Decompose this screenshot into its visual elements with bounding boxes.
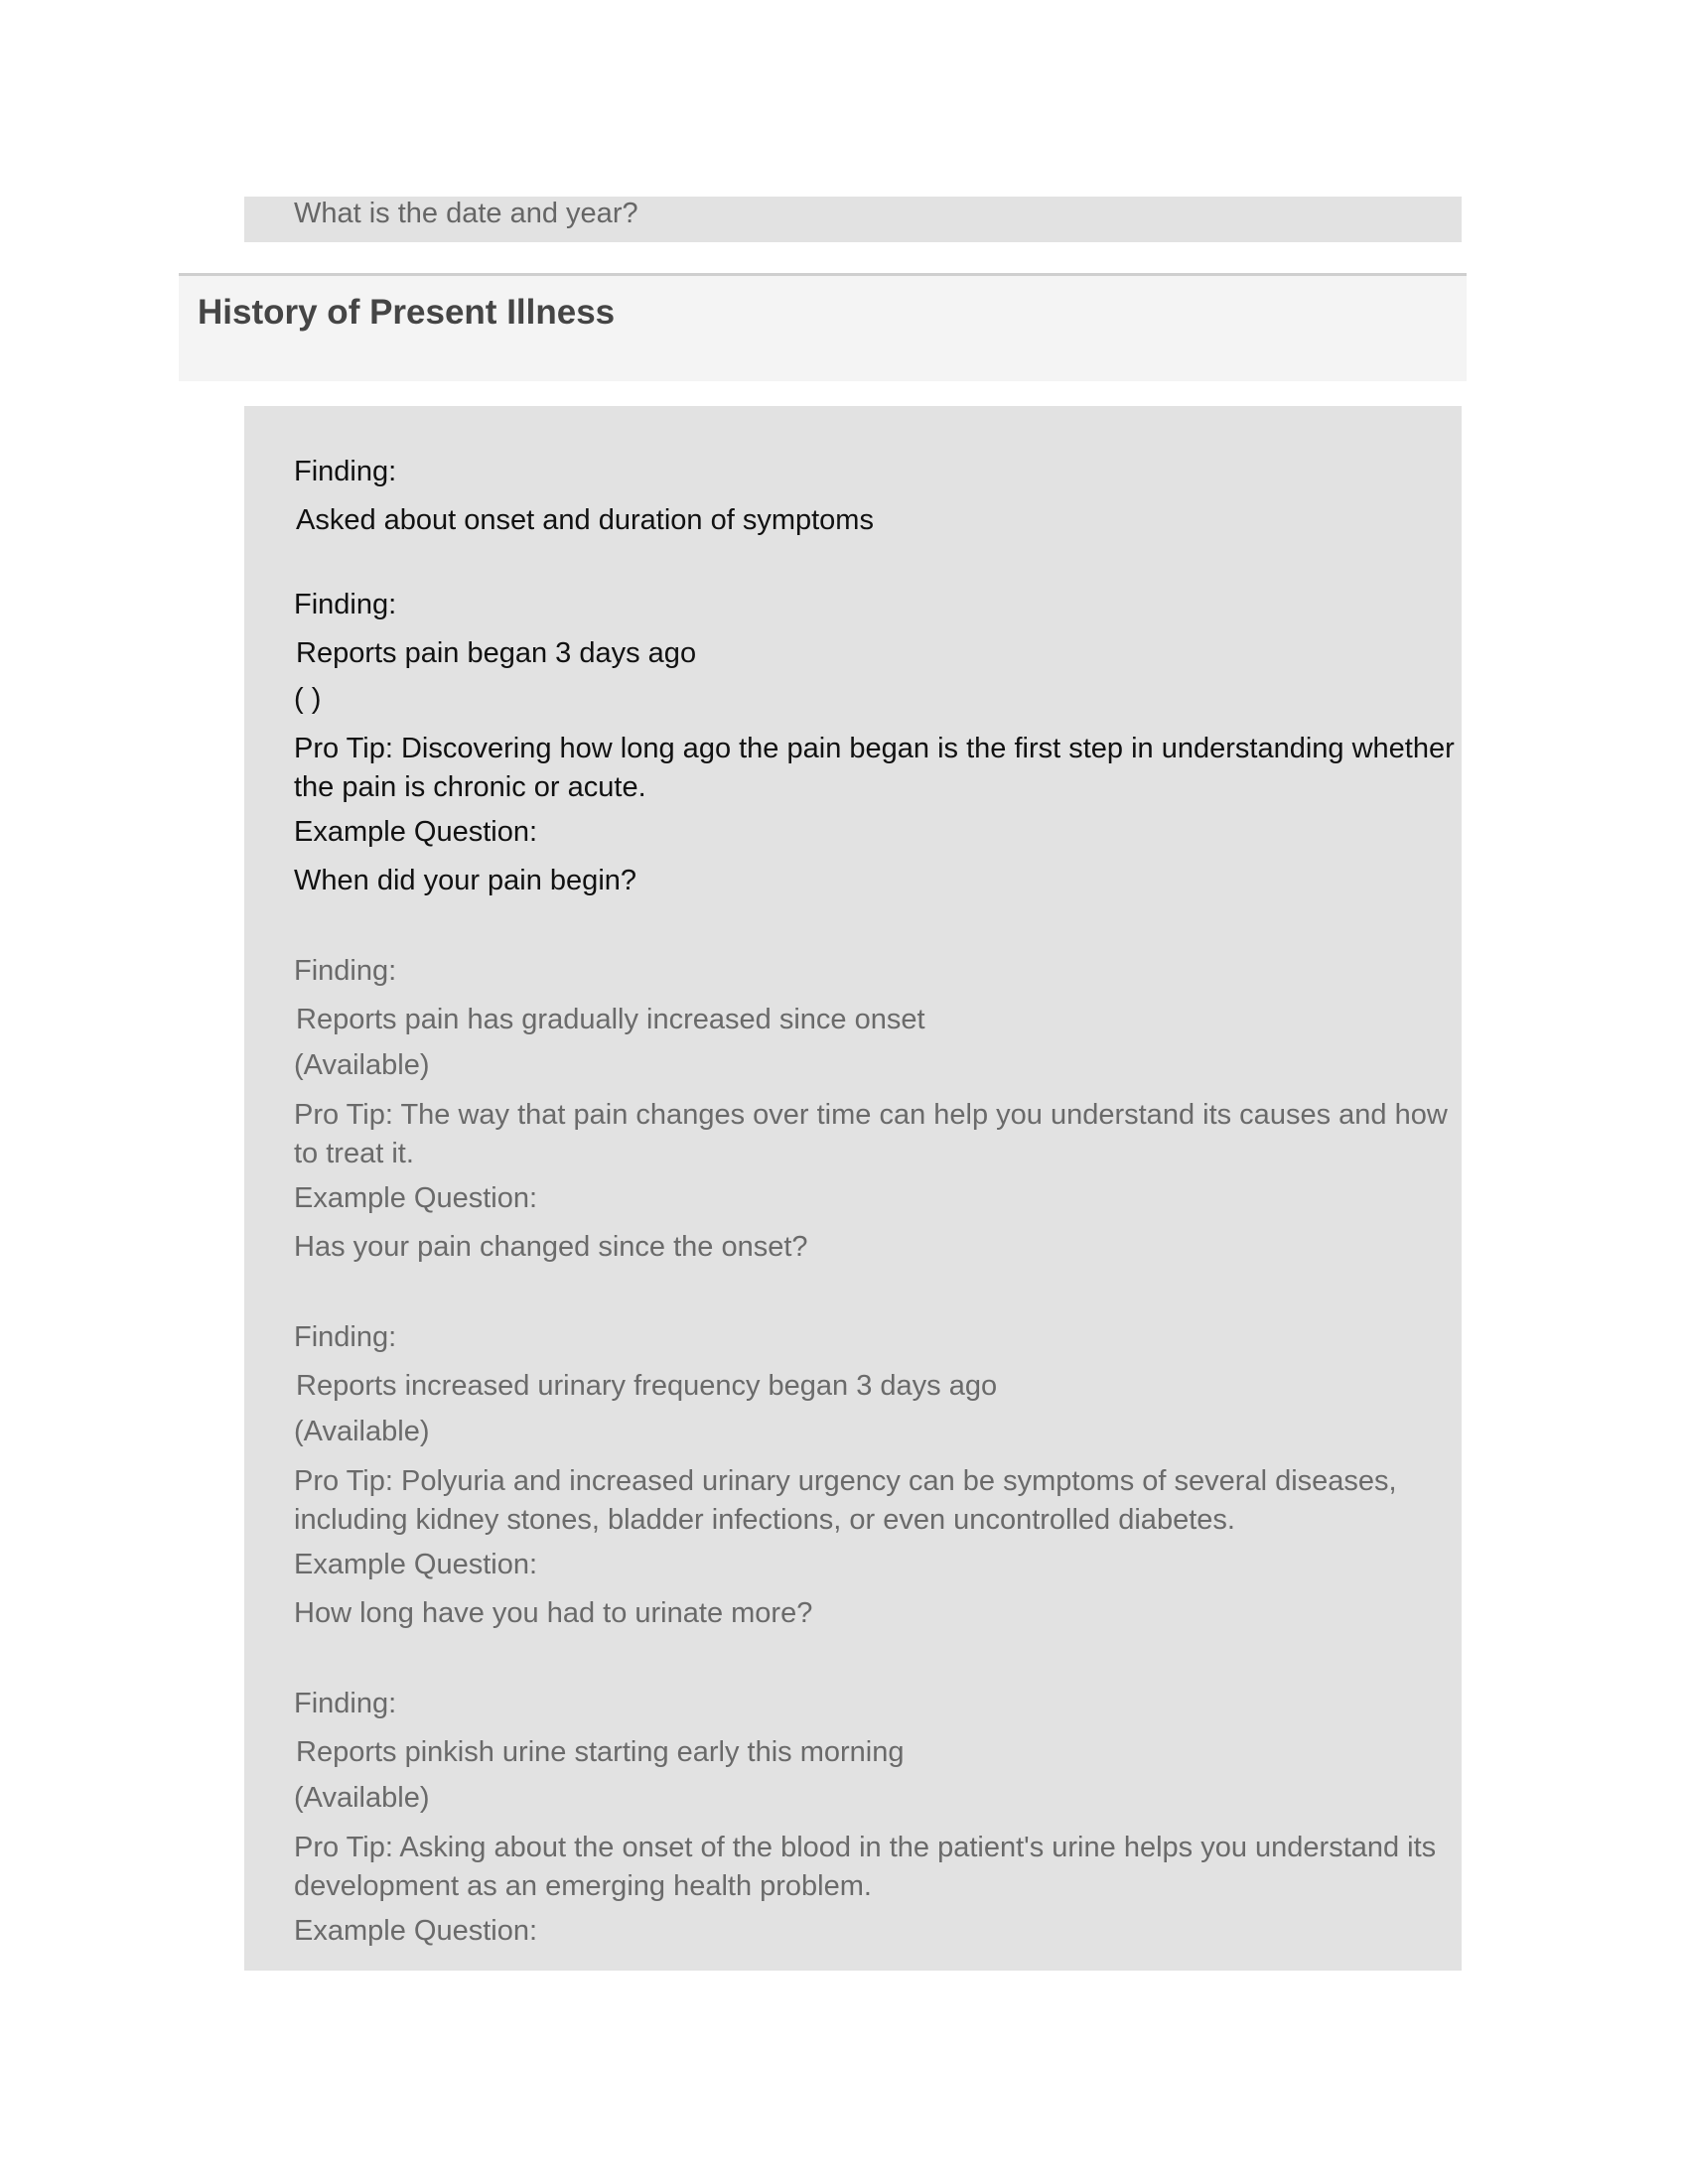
- finding-status: ( ): [294, 683, 322, 715]
- example-question-label: Example Question:: [294, 1182, 538, 1214]
- example-question-label: Example Question:: [294, 816, 538, 848]
- findings-list: [244, 406, 1462, 1971]
- finding-status: (Available): [294, 1416, 430, 1447]
- finding-label: Finding:: [294, 456, 397, 487]
- previous-question-text: What is the date and year?: [294, 198, 638, 229]
- example-question-label: Example Question:: [294, 1915, 538, 1947]
- finding-status: (Available): [294, 1049, 430, 1081]
- finding-label: Finding:: [294, 589, 397, 620]
- section-header: [179, 273, 1467, 381]
- pro-tip: Pro Tip: The way that pain changes over time can help you understand its causes and how to treat it.: [294, 1099, 1448, 1169]
- pro-tip: Pro Tip: Discovering how long ago the pain began is the first step in understanding whether the pain is chronic or acute.: [294, 733, 1455, 803]
- example-question-label: Example Question:: [294, 1549, 538, 1580]
- finding-label: Finding:: [294, 1688, 397, 1719]
- finding-text: Reports pinkish urine starting early this morning: [296, 1736, 905, 1768]
- finding-text: Reports pain has gradually increased since onset: [296, 1004, 925, 1035]
- finding-status: (Available): [294, 1782, 430, 1814]
- example-question: How long have you had to urinate more?: [294, 1597, 813, 1629]
- finding-text: Reports increased urinary frequency began 3 days ago: [296, 1370, 998, 1402]
- previous-question-row: [244, 197, 1462, 242]
- finding-text: Reports pain began 3 days ago: [296, 637, 697, 669]
- finding-text: Asked about onset and duration of symptoms: [296, 504, 874, 536]
- section-title: History of Present Illness: [198, 293, 616, 332]
- pro-tip: Pro Tip: Asking about the onset of the blood in the patient's urine helps you understand its development as an emerging health problem.: [294, 1832, 1437, 1902]
- example-question: Has your pain changed since the onset?: [294, 1231, 808, 1263]
- finding-label: Finding:: [294, 1321, 397, 1353]
- finding-label: Finding:: [294, 955, 397, 987]
- example-question: When did your pain begin?: [294, 865, 637, 896]
- pro-tip: Pro Tip: Polyuria and increased urinary urgency can be symptoms of several diseases, including kidney stones, bladder infections, or even uncontrolled diabetes.: [294, 1465, 1397, 1536]
